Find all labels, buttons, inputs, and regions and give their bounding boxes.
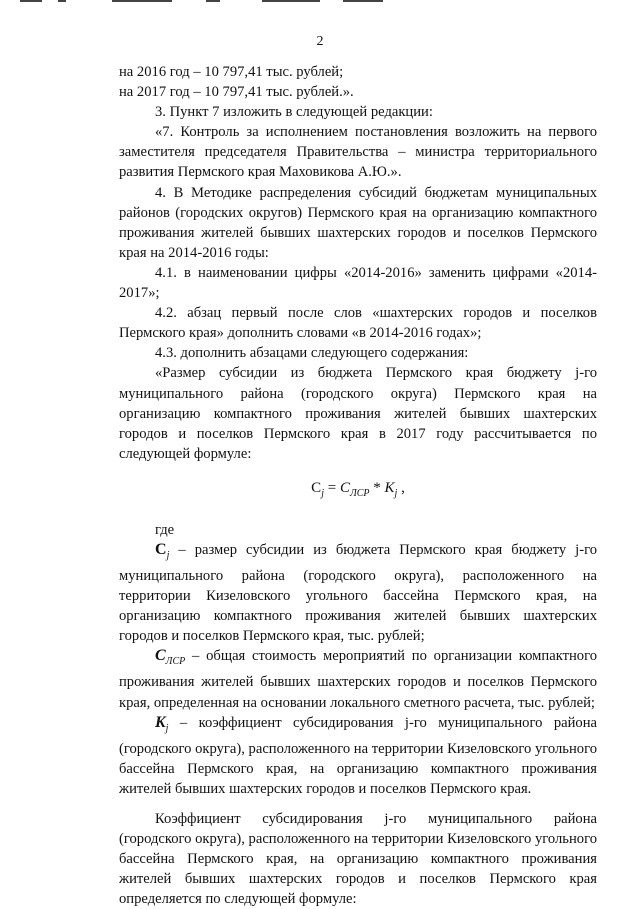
item-7-text: «7. Контроль за исполнением постановления возложить на первого заместителя председателя Правительства – министра территориального развития Пермского края Маховикова А.Ю.». (119, 124, 597, 181)
item-4: 4. В Методике распределения субсидий бюджетам муниципальных районов (городских округов) Пермского края на организацию компактного проживания жителей бывших шахтерских городов и поселков Пермского края на 2014-2016 годы: (119, 184, 597, 261)
item-4-2: 4.2. абзац первый после слов «шахтерских городов и поселков Пермского края» дополнить словами «в 2014-2016 годах»; (119, 305, 597, 342)
page-number: 2 (316, 34, 324, 49)
document-body (119, 62, 597, 909)
subsidy-formula: $C_j = C_{ЛСР} * K_j$ , (311, 479, 405, 499)
scan-artifact-marks (0, 0, 640, 4)
where-label: где (155, 521, 175, 538)
item-4-1: 4.1. в наименовании цифры «2014-2016» заменить цифрами «2014-2017»; (119, 264, 597, 302)
line-2017: на 2017 год – 10 797,41 тыс. рублей.». (119, 84, 354, 101)
line-2016: на 2016 год – 10 797,41 тыс. рублей; (119, 64, 344, 80)
subsidy-size-paragraph: «Размер субсидии из бюджета Пермского края бюджету j-го муниципального района (городского округа) Пермского края на организацию компактного проживания жителей бывших шахтерских городов и поселков Пермского края в 2017 году рассчитывается по следующей формуле: (119, 365, 597, 462)
item-3: 3. Пункт 7 изложить в следующей редакции: (155, 104, 433, 121)
definition-clsr: $C_{ЛСР}$ – общая стоимость мероприятий по организации компактного проживания жителей бывших шахтерских городов и поселков Пермского края, определенная на основании локального сметного расчета, тыс. рублей; (119, 647, 597, 711)
coefficient-paragraph: Коэффициент субсидирования j-го муниципального района (городского округа), расположенного на территории Кизеловского угольного бассейна Пермского края, на организацию компактного проживания жителей бывших шахтерских городов и поселков Пермского края определяется по следующей формуле: (119, 810, 597, 908)
definition-kj: $K_j$ – коэффициент субсидирования j-го муниципального района (городского округа), расположенного на территории Кизеловского угольного бассейна Пермского края, на организацию компактного проживания жителей бывших шахтерских городов и поселков Пермского края. (119, 713, 597, 797)
definition-cj: $C_j$ – размер субсидии из бюджета Пермского края бюджету j-го муниципального района (городского округа), расположенного на территории Кизеловского угольного бассейна Пермского края, на организацию компактного проживания жителей бывших шахтерских городов и поселков Пермского края, тыс. рублей; (119, 541, 597, 645)
item-4-3: 4.3. дополнить абзацами следующего содержания: (155, 345, 469, 362)
